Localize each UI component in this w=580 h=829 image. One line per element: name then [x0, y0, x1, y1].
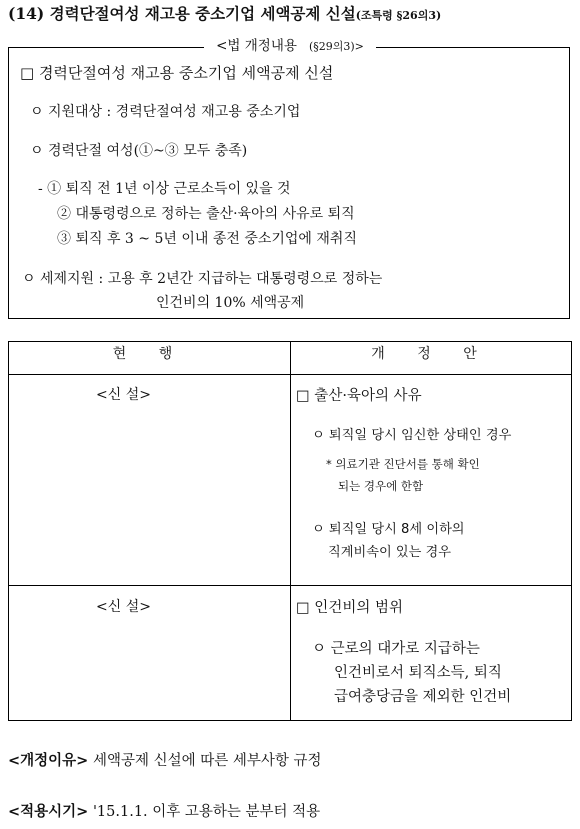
- page-title: (14) 경력단절여성 재고용 중소기업 세액공제 신설(조특령 §26의3): [8, 4, 442, 23]
- revised-item-a: ㅇ 퇴직일 당시 임신한 상태인 경우: [312, 428, 512, 443]
- table-header-row: [9, 342, 572, 375]
- column-header-revised: 개 정 안: [291, 342, 572, 375]
- revised-cost-line2: 인건비로서 퇴직소득, 퇴직: [334, 665, 502, 681]
- revised-cell-1: [291, 375, 572, 586]
- revised-item-b-line2: 직계비속이 있는 경우: [328, 545, 452, 560]
- revised-item-note-2: 되는 경우에 한함: [338, 479, 424, 493]
- revised-item-heading: □ 출산·육아의 사유: [296, 388, 422, 404]
- table-row: [9, 375, 572, 586]
- summary-condition-3: ③ 퇴직 후 3 ~ 5년 이내 종전 중소기업에 재취직: [57, 231, 357, 247]
- effective-date-label: <적용시기>: [8, 804, 89, 820]
- summary-support-line1: ㅇ 세제지원 : 고용 후 2년간 지급하는 대통령령으로 정하는: [22, 271, 383, 287]
- effective-date: [8, 800, 320, 821]
- summary-condition-1: - ① 퇴직 전 1년 이상 근로소득이 있을 것: [38, 181, 291, 197]
- revised-item-heading: □ 인건비의 범위: [296, 600, 403, 616]
- revision-reason: [8, 749, 321, 770]
- comparison-table: [8, 341, 572, 721]
- table-row: [9, 586, 572, 721]
- revised-cost-line3: 급여충당금을 제외한 인건비: [334, 689, 512, 705]
- revised-item-note-1: * 의료기관 진단서를 통해 확인: [326, 457, 480, 471]
- current-new-label: <신 설>: [96, 599, 151, 615]
- summary-target: ㅇ 지원대상 : 경력단절여성 재고용 중소기업: [30, 104, 301, 120]
- law-reference: (조특령 §26의3): [355, 9, 442, 22]
- revised-cost-line1: ㅇ 근로의 대가로 지급하는: [312, 641, 480, 657]
- effective-date-text: '15.1.1. 이후 고용하는 분부터 적용: [92, 804, 321, 820]
- summary-condition-2: ② 대통령령으로 정하는 출산·육아의 사유로 퇴직: [57, 206, 355, 222]
- revision-reason-label: <개정이유>: [8, 753, 89, 769]
- column-header-current: 현 행: [9, 342, 291, 375]
- revised-cell-2: [291, 586, 572, 721]
- summary-box-header: <법 개정내용 (§29의3)>: [0, 34, 580, 54]
- revised-item-b-line1: ㅇ 퇴직일 당시 8세 이하의: [312, 522, 465, 537]
- summary-support-line2: 인건비의 10% 세액공제: [156, 295, 305, 311]
- summary-heading: □ 경력단절여성 재고용 중소기업 세액공제 신설: [20, 64, 334, 82]
- current-cell-2: [9, 586, 291, 721]
- current-new-label: <신 설>: [96, 387, 151, 403]
- revision-reason-text: 세액공제 신설에 따른 세부사항 규정: [92, 753, 322, 769]
- current-cell-1: [9, 375, 291, 586]
- summary-women: ㅇ 경력단절 여성(①~③ 모두 충족): [30, 143, 248, 159]
